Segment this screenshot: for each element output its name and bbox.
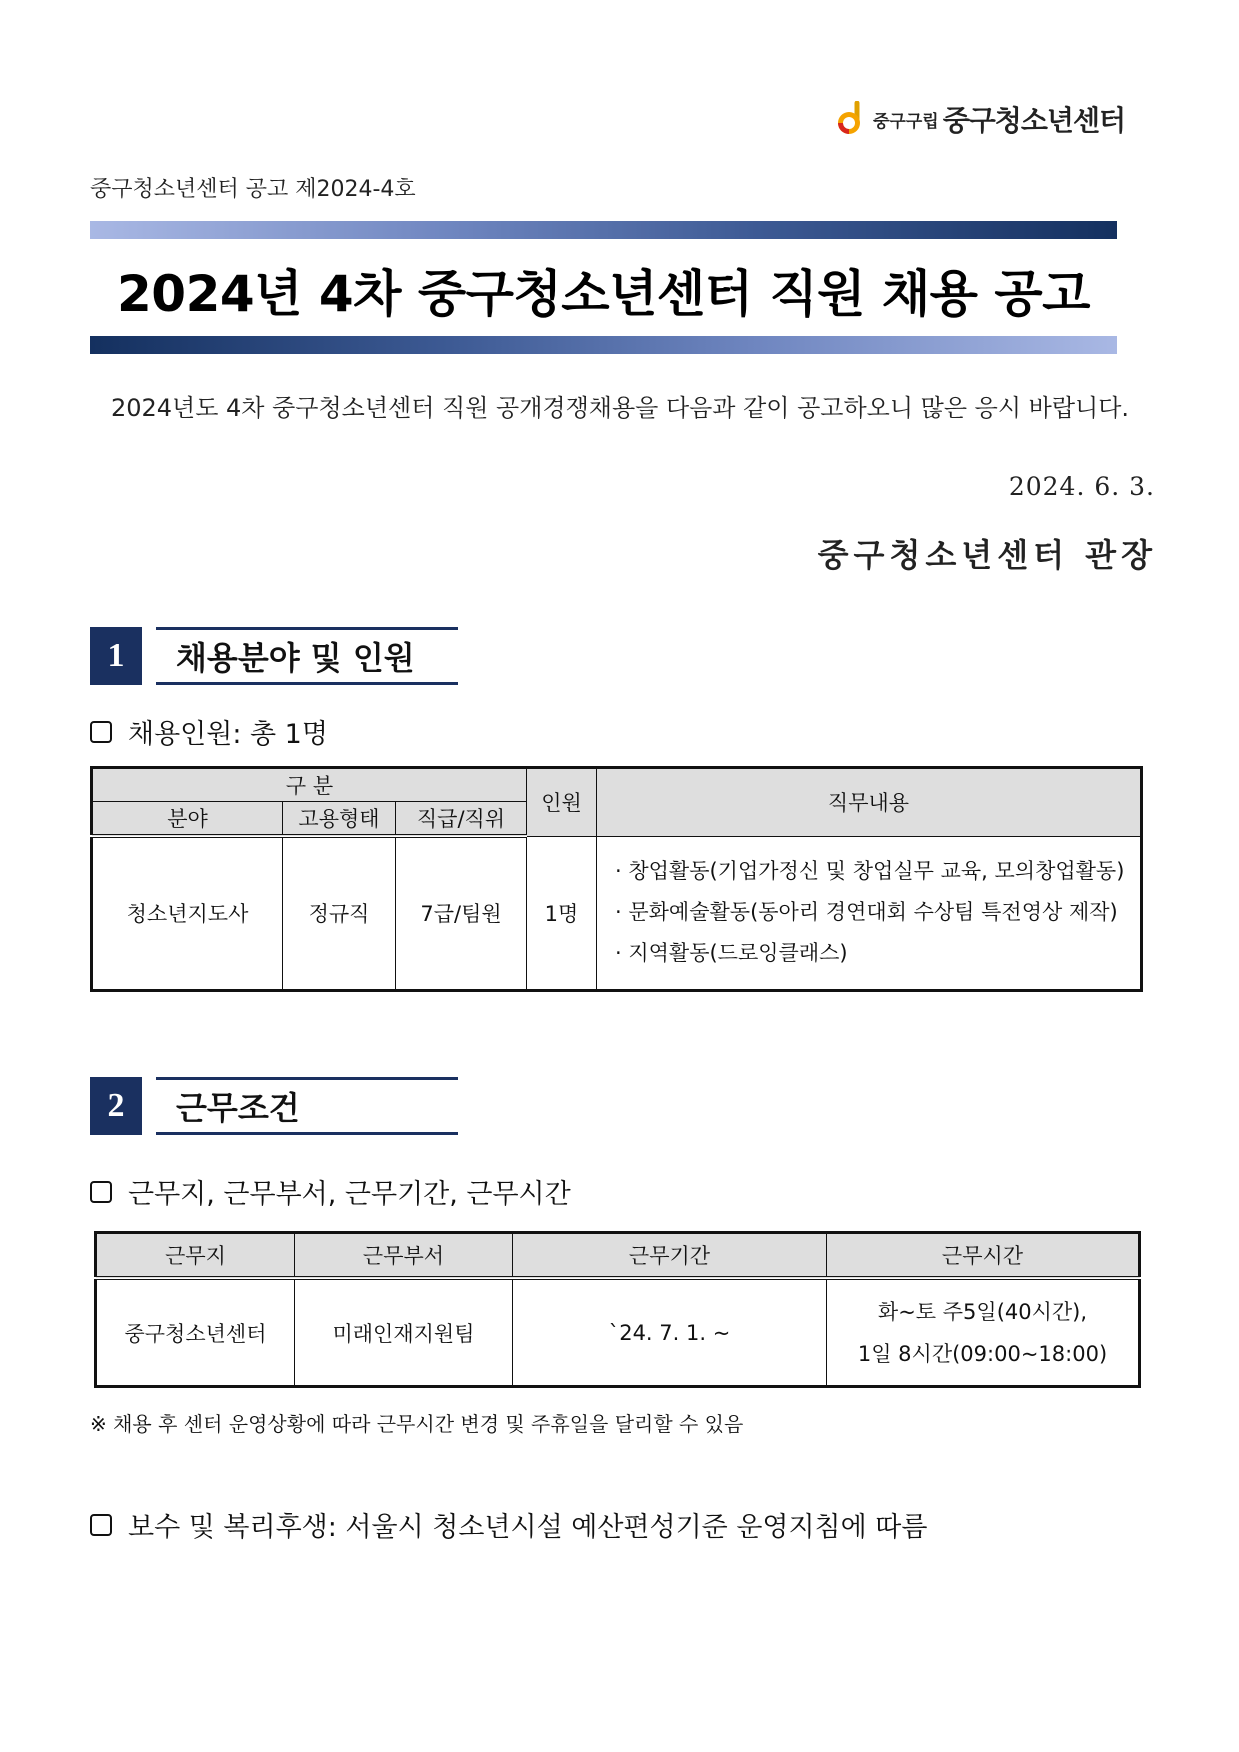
work-conditions-line	[90, 1172, 571, 1211]
logo-subtitle: 중구구립	[873, 111, 939, 132]
cell-grade: 7급/팀원	[396, 836, 527, 990]
header-department: 근무부서	[295, 1233, 513, 1279]
signer: 중구청소년센터 관장	[817, 536, 1157, 574]
page-title: 2024년 4차 중구청소년센터 직원 채용 공고	[117, 265, 1090, 323]
cell-hours	[827, 1278, 1140, 1387]
work-conditions-text: 근무지, 근무부서, 근무기간, 근무시간	[128, 1179, 571, 1210]
header-grade: 직급/직위	[396, 802, 527, 837]
section-title: 근무조건	[176, 1089, 300, 1127]
section-2-header	[90, 1077, 458, 1135]
section-1-header	[90, 627, 458, 685]
table-row	[92, 836, 1142, 990]
organization-logo	[835, 98, 1125, 140]
cell-employment-type: 정규직	[283, 836, 396, 990]
title-bar-top	[90, 221, 1117, 239]
header-field: 분야	[92, 802, 283, 837]
duty-item: · 지역활동(드로잉클래스)	[615, 941, 848, 965]
work-conditions-table	[94, 1231, 1141, 1388]
section-title-box	[156, 1077, 458, 1135]
header-employment-type: 고용형태	[283, 802, 396, 837]
header-duties: 직무내용	[597, 768, 1142, 837]
checkbox-icon	[90, 1181, 112, 1203]
hours-line: 화~토 주5일(40시간),	[877, 1299, 1088, 1324]
cell-workplace: 중구청소년센터	[96, 1278, 295, 1387]
headcount-line	[90, 712, 328, 751]
cell-duties	[597, 836, 1142, 990]
header-headcount: 인원	[527, 768, 597, 837]
benefits-line	[90, 1505, 927, 1544]
table-row	[96, 1278, 1140, 1387]
cell-headcount: 1명	[527, 836, 597, 990]
header-workplace: 근무지	[96, 1233, 295, 1279]
header-category: 구 분	[92, 768, 527, 802]
logo-name: 중구청소년센터	[942, 104, 1126, 137]
intro-text: 2024년도 4차 중구청소년센터 직원 공개경쟁채용을 다음과 같이 공고하오니 많은 응시 바랍니다.	[110, 394, 1130, 422]
notice-number: 중구청소년센터 공고 제2024-4호	[90, 177, 416, 202]
footnote: ※ 채용 후 센터 운영상황에 따라 근무시간 변경 및 주휴일을 달리할 수 있음	[90, 1412, 744, 1436]
section-title-box	[156, 627, 458, 685]
cell-period: `24. 7. 1. ~	[513, 1278, 827, 1387]
title-bar-bottom	[90, 336, 1117, 354]
section-title: 채용분야 및 인원	[176, 639, 415, 677]
header-hours: 근무시간	[827, 1233, 1140, 1279]
duty-item: · 창업활동(기업가정신 및 창업실무 교육, 모의창업활동)	[615, 859, 1125, 883]
headcount-text: 채용인원: 총 1명	[128, 719, 328, 750]
benefits-text: 보수 및 복리후생: 서울시 청소년시설 예산편성기준 운영지침에 따름	[128, 1512, 928, 1543]
duty-item: · 문화예술활동(동아리 경연대회 수상팀 특전영상 제작)	[615, 900, 1118, 924]
cell-department: 미래인재지원팀	[295, 1278, 513, 1387]
checkbox-icon	[90, 721, 112, 743]
header-period: 근무기간	[513, 1233, 827, 1279]
logo-mark-icon	[835, 101, 865, 137]
hours-line: 1일 8시간(09:00~18:00)	[857, 1341, 1108, 1366]
section-number: 1	[90, 627, 142, 685]
checkbox-icon	[90, 1514, 112, 1536]
recruitment-table	[90, 766, 1143, 992]
cell-field: 청소년지도사	[92, 836, 283, 990]
section-number: 2	[90, 1077, 142, 1135]
notice-date: 2024. 6. 3.	[1008, 472, 1155, 501]
